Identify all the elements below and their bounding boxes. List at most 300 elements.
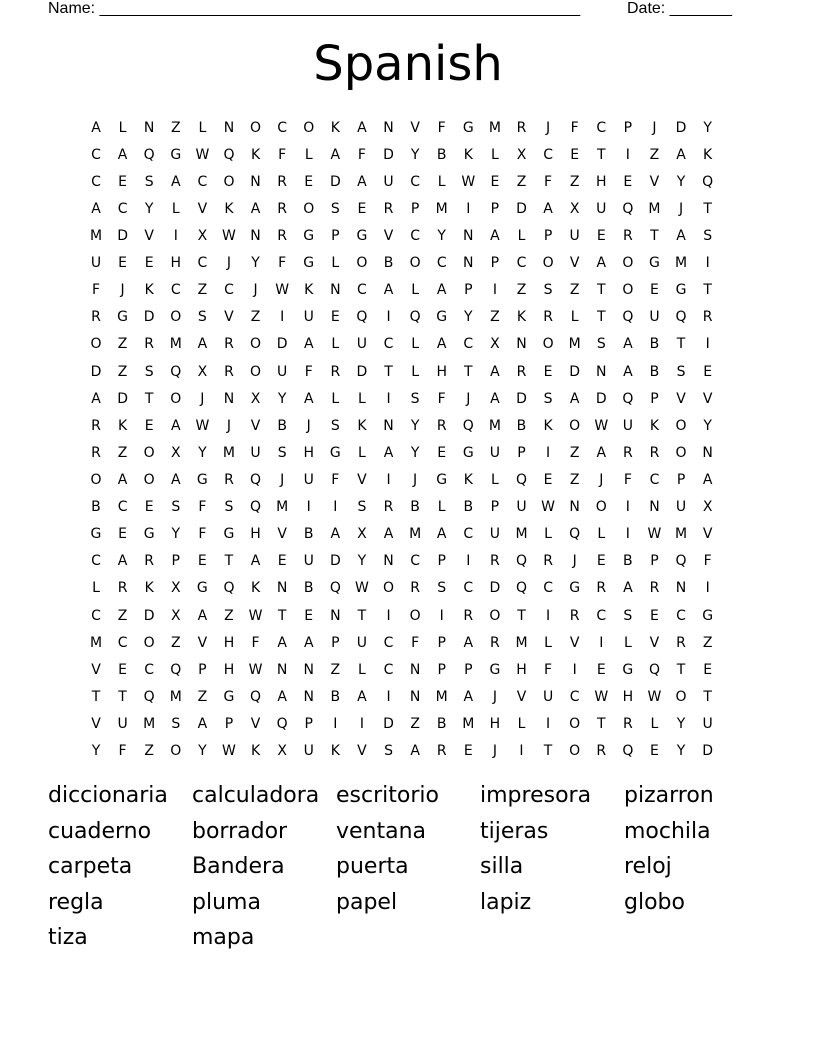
grid-letter[interactable]: K xyxy=(649,417,660,434)
grid-letter[interactable]: R xyxy=(383,200,394,217)
grid-letter[interactable]: M xyxy=(462,715,475,732)
grid-letter[interactable]: H xyxy=(303,444,315,461)
grid-letter[interactable]: V xyxy=(357,471,367,488)
grid-letter[interactable]: V xyxy=(410,119,420,136)
grid-letter[interactable]: L xyxy=(358,444,366,461)
grid-letter[interactable]: J xyxy=(280,471,285,488)
grid-letter[interactable]: D xyxy=(329,173,341,190)
grid-letter[interactable]: R xyxy=(596,580,607,597)
grid-letter[interactable]: S xyxy=(437,580,447,597)
grid-letter[interactable]: P xyxy=(517,444,526,461)
grid-letter[interactable]: K xyxy=(250,743,261,760)
grid-letter[interactable]: I xyxy=(625,499,630,516)
grid-letter[interactable]: F xyxy=(278,146,287,163)
grid-letter[interactable]: Q xyxy=(675,553,687,570)
grid-letter[interactable]: Q xyxy=(143,146,155,163)
grid-letter[interactable]: C xyxy=(543,580,553,597)
grid-letter[interactable]: Y xyxy=(676,715,686,732)
grid-letter[interactable]: A xyxy=(410,743,420,760)
grid-letter[interactable]: J xyxy=(492,688,497,705)
grid-letter[interactable]: J xyxy=(253,282,258,299)
grid-letter[interactable]: F xyxy=(623,471,632,488)
grid-letter[interactable]: A xyxy=(170,471,181,488)
grid-letter[interactable]: I xyxy=(333,715,338,732)
grid-letter[interactable]: E xyxy=(118,173,128,190)
grid-letter[interactable]: F xyxy=(544,661,553,678)
grid-letter[interactable]: Z xyxy=(569,444,580,461)
grid-letter[interactable]: Z xyxy=(117,363,128,380)
grid-letter[interactable]: A xyxy=(676,227,686,244)
grid-letter[interactable]: E xyxy=(703,363,713,380)
grid-letter[interactable]: O xyxy=(90,336,102,353)
grid-letter[interactable]: Z xyxy=(410,715,420,732)
grid-letter[interactable]: U xyxy=(489,526,501,543)
grid-letter[interactable]: G xyxy=(223,688,235,705)
grid-letter[interactable]: R xyxy=(224,363,234,380)
grid-letter[interactable]: K xyxy=(117,417,128,434)
grid-letter[interactable]: A xyxy=(277,634,287,651)
grid-letter[interactable]: U xyxy=(356,336,368,353)
grid-letter[interactable]: Q xyxy=(223,580,235,597)
grid-letter[interactable]: J xyxy=(466,390,471,407)
grid-letter[interactable]: J xyxy=(226,417,232,434)
grid-letter[interactable]: I xyxy=(359,715,364,732)
grid-letter[interactable]: J xyxy=(413,471,418,488)
grid-letter[interactable]: A xyxy=(250,553,261,570)
grid-letter[interactable]: R xyxy=(117,580,128,597)
grid-letter[interactable]: K xyxy=(357,417,367,434)
grid-letter[interactable]: A xyxy=(596,255,607,272)
grid-letter[interactable]: B xyxy=(649,363,660,380)
grid-letter[interactable]: A xyxy=(170,173,181,190)
grid-letter[interactable]: A xyxy=(357,688,367,705)
grid-letter[interactable]: R xyxy=(596,743,607,760)
grid-letter[interactable]: K xyxy=(463,471,473,488)
grid-letter[interactable]: L xyxy=(437,173,446,190)
grid-letter[interactable]: I xyxy=(519,743,524,760)
grid-letter[interactable]: A xyxy=(463,688,474,705)
grid-letter[interactable]: D xyxy=(383,715,394,732)
grid-letter[interactable]: C xyxy=(224,282,234,299)
grid-letter[interactable]: A xyxy=(357,173,367,190)
grid-letter[interactable]: L xyxy=(544,634,552,651)
grid-letter[interactable]: O xyxy=(170,743,182,760)
grid-letter[interactable]: J xyxy=(678,200,684,217)
grid-letter[interactable]: J xyxy=(492,743,497,760)
grid-letter[interactable]: O xyxy=(383,580,395,597)
grid-letter[interactable]: G xyxy=(329,444,341,461)
date-field[interactable]: Date: _______ xyxy=(627,0,732,17)
grid-letter[interactable]: D xyxy=(90,363,102,380)
grid-letter[interactable]: D xyxy=(675,119,687,136)
grid-letter[interactable]: R xyxy=(490,634,500,651)
grid-letter[interactable]: T xyxy=(384,363,393,380)
grid-letter[interactable]: S xyxy=(330,200,340,217)
grid-letter[interactable]: L xyxy=(358,390,366,407)
grid-letter[interactable]: C xyxy=(383,661,394,678)
grid-letter[interactable]: S xyxy=(410,390,420,407)
grid-letter[interactable]: G xyxy=(622,661,634,678)
grid-letter[interactable]: L xyxy=(597,526,606,543)
grid-letter[interactable]: I xyxy=(572,661,577,678)
grid-letter[interactable]: W xyxy=(222,743,236,760)
grid-letter[interactable]: A xyxy=(357,119,367,136)
grid-letter[interactable]: E xyxy=(650,607,659,624)
grid-letter[interactable]: L xyxy=(118,119,127,136)
grid-letter[interactable]: O xyxy=(303,119,315,136)
grid-letter[interactable]: U xyxy=(489,444,501,461)
grid-letter[interactable]: M xyxy=(435,200,448,217)
grid-letter[interactable]: Z xyxy=(117,444,128,461)
grid-letter[interactable]: E xyxy=(197,553,207,570)
grid-letter[interactable]: U xyxy=(596,200,607,217)
grid-letter[interactable]: Q xyxy=(622,200,634,217)
grid-letter[interactable]: O xyxy=(223,173,235,190)
grid-letter[interactable]: E xyxy=(650,743,659,760)
grid-letter[interactable]: F xyxy=(437,119,446,136)
grid-letter[interactable]: J xyxy=(572,553,577,570)
grid-letter[interactable]: U xyxy=(569,227,580,244)
grid-letter[interactable]: A xyxy=(623,363,633,380)
grid-letter[interactable]: Z xyxy=(330,661,341,678)
grid-letter[interactable]: O xyxy=(569,715,581,732)
grid-letter[interactable]: R xyxy=(676,634,686,651)
grid-letter[interactable]: B xyxy=(410,499,420,516)
grid-letter[interactable]: Y xyxy=(703,417,712,434)
grid-letter[interactable]: Q xyxy=(409,309,421,326)
grid-letter[interactable]: I xyxy=(466,553,471,570)
grid-letter[interactable]: R xyxy=(277,200,288,217)
grid-letter[interactable]: S xyxy=(676,363,686,380)
grid-letter[interactable]: Z xyxy=(144,743,154,760)
grid-letter[interactable]: F xyxy=(331,471,340,488)
grid-letter[interactable]: Q xyxy=(170,661,182,678)
grid-letter[interactable]: A xyxy=(117,146,128,163)
grid-letter[interactable]: C xyxy=(197,255,208,272)
grid-letter[interactable]: M xyxy=(515,634,528,651)
grid-letter[interactable]: C xyxy=(596,607,607,624)
grid-letter[interactable]: A xyxy=(91,200,101,217)
grid-letter[interactable]: U xyxy=(250,444,261,461)
grid-letter[interactable]: M xyxy=(89,227,103,244)
grid-letter[interactable]: A xyxy=(383,526,394,543)
grid-letter[interactable]: G xyxy=(117,309,129,326)
grid-letter[interactable]: L xyxy=(490,471,499,488)
grid-letter[interactable]: C xyxy=(117,200,128,217)
grid-letter[interactable]: O xyxy=(542,255,554,272)
grid-letter[interactable]: Y xyxy=(410,417,420,434)
grid-letter[interactable]: I xyxy=(625,526,630,543)
grid-letter[interactable]: U xyxy=(90,255,102,272)
grid-letter[interactable]: R xyxy=(410,580,420,597)
grid-letter[interactable]: B xyxy=(303,580,314,597)
grid-letter[interactable]: W xyxy=(195,417,210,434)
grid-letter[interactable]: A xyxy=(250,200,261,217)
grid-letter[interactable]: C xyxy=(569,688,580,705)
grid-letter[interactable]: O xyxy=(675,444,687,461)
grid-letter[interactable]: L xyxy=(544,526,552,543)
name-field[interactable]: Name: ______________________________________________________ xyxy=(48,0,581,17)
grid-letter[interactable]: F xyxy=(91,282,101,299)
grid-letter[interactable]: Y xyxy=(437,227,446,244)
grid-letter[interactable]: E xyxy=(118,661,128,678)
grid-letter[interactable]: R xyxy=(516,363,527,380)
grid-letter[interactable]: Q xyxy=(356,309,368,326)
grid-letter[interactable]: W xyxy=(355,580,369,597)
grid-letter[interactable]: Y xyxy=(198,444,207,461)
grid-letter[interactable]: S xyxy=(703,227,713,244)
grid-letter[interactable]: R xyxy=(91,417,101,434)
grid-letter[interactable]: W xyxy=(248,607,263,624)
grid-letter[interactable]: V xyxy=(144,227,154,244)
grid-letter[interactable]: O xyxy=(303,200,315,217)
grid-letter[interactable]: L xyxy=(570,309,579,326)
grid-letter[interactable]: Y xyxy=(198,743,207,760)
grid-letter[interactable]: V xyxy=(516,688,527,705)
grid-letter[interactable]: D xyxy=(516,200,527,217)
grid-letter[interactable]: N xyxy=(250,227,261,244)
grid-letter[interactable]: A xyxy=(91,390,101,407)
grid-letter[interactable]: O xyxy=(250,363,262,380)
grid-letter[interactable]: W xyxy=(541,499,556,516)
grid-letter[interactable]: G xyxy=(356,227,368,244)
grid-letter[interactable]: B xyxy=(436,715,447,732)
grid-letter[interactable]: T xyxy=(464,363,473,380)
grid-letter[interactable]: J xyxy=(226,255,232,272)
grid-letter[interactable]: P xyxy=(464,661,473,678)
grid-letter[interactable]: G xyxy=(702,607,714,624)
grid-letter[interactable]: Y xyxy=(410,146,420,163)
grid-letter[interactable]: I xyxy=(705,255,710,272)
grid-letter[interactable]: V xyxy=(277,526,287,543)
grid-letter[interactable]: U xyxy=(542,688,554,705)
grid-letter[interactable]: T xyxy=(357,607,367,624)
grid-letter[interactable]: C xyxy=(91,173,101,190)
grid-letter[interactable]: Q xyxy=(250,499,262,516)
grid-letter[interactable]: A xyxy=(702,471,713,488)
grid-letter[interactable]: Q xyxy=(223,146,235,163)
grid-letter[interactable]: P xyxy=(304,715,313,732)
grid-letter[interactable]: Q xyxy=(276,715,288,732)
grid-letter[interactable]: T xyxy=(703,688,712,705)
grid-letter[interactable]: J xyxy=(599,471,604,488)
grid-letter[interactable]: V xyxy=(569,255,580,272)
grid-letter[interactable]: A xyxy=(330,146,341,163)
grid-letter[interactable]: O xyxy=(675,688,687,705)
grid-letter[interactable]: J xyxy=(306,417,311,434)
grid-letter[interactable]: C xyxy=(117,634,128,651)
grid-letter[interactable]: D xyxy=(117,227,128,244)
grid-letter[interactable]: D xyxy=(276,336,288,353)
grid-letter[interactable]: V xyxy=(649,634,660,651)
grid-letter[interactable]: R xyxy=(436,743,447,760)
grid-letter[interactable]: T xyxy=(224,553,234,570)
grid-letter[interactable]: Q xyxy=(675,309,687,326)
grid-letter[interactable]: L xyxy=(171,200,180,217)
grid-letter[interactable]: W xyxy=(647,526,662,543)
grid-letter[interactable]: D xyxy=(489,580,501,597)
grid-letter[interactable]: A xyxy=(623,336,633,353)
grid-letter[interactable]: D xyxy=(595,390,607,407)
grid-letter[interactable]: L xyxy=(331,255,340,272)
grid-letter[interactable]: K xyxy=(250,146,261,163)
grid-letter[interactable]: O xyxy=(542,336,554,353)
grid-letter[interactable]: G xyxy=(90,526,102,543)
grid-letter[interactable]: X xyxy=(250,390,261,407)
grid-letter[interactable]: P xyxy=(331,227,340,244)
grid-letter[interactable]: O xyxy=(569,417,581,434)
grid-letter[interactable]: N xyxy=(675,580,687,597)
grid-letter[interactable]: N xyxy=(463,227,474,244)
grid-letter[interactable]: H xyxy=(489,715,501,732)
grid-letter[interactable]: R xyxy=(622,715,633,732)
grid-letter[interactable]: V xyxy=(91,715,101,732)
grid-letter[interactable]: E xyxy=(304,607,314,624)
grid-letter[interactable]: X xyxy=(277,743,287,760)
grid-letter[interactable]: R xyxy=(516,119,527,136)
grid-letter[interactable]: P xyxy=(331,634,340,651)
grid-letter[interactable]: R xyxy=(383,499,394,516)
grid-letter[interactable]: W xyxy=(222,227,236,244)
grid-letter[interactable]: U xyxy=(516,499,527,516)
grid-letter[interactable]: D xyxy=(117,390,128,407)
grid-letter[interactable]: U xyxy=(303,471,314,488)
grid-letter[interactable]: I xyxy=(333,499,338,516)
grid-letter[interactable]: E xyxy=(596,661,606,678)
grid-letter[interactable]: F xyxy=(198,526,207,543)
grid-letter[interactable]: S xyxy=(144,363,154,380)
grid-letter[interactable]: K xyxy=(543,417,553,434)
grid-letter[interactable]: T xyxy=(703,282,712,299)
grid-letter[interactable]: M xyxy=(568,336,581,353)
grid-letter[interactable]: E xyxy=(144,417,154,434)
grid-letter[interactable]: O xyxy=(170,309,182,326)
grid-letter[interactable]: D xyxy=(569,363,581,380)
grid-letter[interactable]: U xyxy=(383,173,394,190)
grid-letter[interactable]: T xyxy=(144,390,154,407)
grid-letter[interactable]: S xyxy=(197,309,207,326)
grid-letter[interactable]: X xyxy=(702,499,713,516)
grid-letter[interactable]: I xyxy=(705,336,710,353)
grid-letter[interactable]: V xyxy=(250,417,261,434)
grid-letter[interactable]: M xyxy=(648,200,661,217)
grid-letter[interactable]: C xyxy=(676,607,686,624)
grid-letter[interactable]: O xyxy=(409,607,421,624)
grid-letter[interactable]: E xyxy=(596,553,606,570)
grid-letter[interactable]: Q xyxy=(569,526,581,543)
grid-letter[interactable]: I xyxy=(599,634,604,651)
grid-letter[interactable]: Z xyxy=(516,282,527,299)
grid-letter[interactable]: L xyxy=(198,119,207,136)
grid-letter[interactable]: C xyxy=(117,499,128,516)
grid-letter[interactable]: E xyxy=(650,282,659,299)
grid-letter[interactable]: C xyxy=(516,255,527,272)
grid-letter[interactable]: Q xyxy=(622,390,634,407)
grid-letter[interactable]: N xyxy=(569,499,580,516)
grid-letter[interactable]: A xyxy=(383,444,394,461)
grid-letter[interactable]: N xyxy=(330,607,341,624)
grid-letter[interactable]: S xyxy=(623,607,633,624)
grid-letter[interactable]: C xyxy=(436,255,447,272)
grid-letter[interactable]: N xyxy=(303,688,314,705)
grid-letter[interactable]: Z xyxy=(649,146,660,163)
grid-letter[interactable]: P xyxy=(437,553,446,570)
grid-letter[interactable]: H xyxy=(170,255,182,272)
grid-letter[interactable]: O xyxy=(250,336,262,353)
grid-letter[interactable]: L xyxy=(411,363,420,380)
grid-letter[interactable]: M xyxy=(276,499,289,516)
grid-letter[interactable]: C xyxy=(463,336,474,353)
grid-letter[interactable]: M xyxy=(222,444,236,461)
grid-letter[interactable]: Z xyxy=(569,471,580,488)
grid-letter[interactable]: H xyxy=(596,173,607,190)
grid-letter[interactable]: L xyxy=(650,715,659,732)
grid-letter[interactable]: T xyxy=(596,282,606,299)
grid-letter[interactable]: P xyxy=(490,255,500,272)
grid-letter[interactable]: T xyxy=(596,309,606,326)
grid-letter[interactable]: F xyxy=(304,363,313,380)
grid-letter[interactable]: C xyxy=(383,336,394,353)
grid-letter[interactable]: R xyxy=(649,444,660,461)
grid-letter[interactable]: S xyxy=(277,444,287,461)
grid-letter[interactable]: A xyxy=(330,526,341,543)
grid-letter[interactable]: A xyxy=(436,282,447,299)
grid-letter[interactable]: E xyxy=(596,227,606,244)
grid-letter[interactable]: O xyxy=(250,119,262,136)
grid-letter[interactable]: N xyxy=(383,119,394,136)
grid-letter[interactable]: H xyxy=(250,526,261,543)
grid-letter[interactable]: Z xyxy=(569,282,580,299)
grid-letter[interactable]: C xyxy=(410,173,421,190)
grid-letter[interactable]: P xyxy=(676,471,686,488)
grid-letter[interactable]: I xyxy=(546,715,551,732)
grid-letter[interactable]: I xyxy=(173,227,178,244)
grid-letter[interactable]: Y xyxy=(464,309,473,326)
grid-letter[interactable]: E xyxy=(357,200,367,217)
grid-letter[interactable]: K xyxy=(463,146,473,163)
grid-letter[interactable]: N xyxy=(409,661,421,678)
grid-letter[interactable]: Q xyxy=(462,417,474,434)
grid-letter[interactable]: H xyxy=(436,363,447,380)
grid-letter[interactable]: N xyxy=(596,363,607,380)
grid-letter[interactable]: D xyxy=(329,553,341,570)
grid-letter[interactable]: V xyxy=(383,227,394,244)
grid-letter[interactable]: C xyxy=(170,282,181,299)
grid-letter[interactable]: M xyxy=(488,417,501,434)
grid-letter[interactable]: Y xyxy=(410,444,420,461)
grid-letter[interactable]: E xyxy=(703,661,713,678)
grid-letter[interactable]: I xyxy=(625,146,630,163)
grid-letter[interactable]: J xyxy=(546,119,551,136)
grid-letter[interactable]: T xyxy=(91,688,101,705)
grid-letter[interactable]: G xyxy=(649,255,660,272)
grid-letter[interactable]: E xyxy=(144,255,154,272)
grid-letter[interactable]: D xyxy=(143,607,155,624)
grid-letter[interactable]: X xyxy=(197,227,208,244)
grid-letter[interactable]: R xyxy=(649,580,660,597)
grid-letter[interactable]: B xyxy=(383,255,394,272)
grid-letter[interactable]: Q xyxy=(170,363,182,380)
grid-letter[interactable]: A xyxy=(197,607,208,624)
grid-letter[interactable]: U xyxy=(675,499,687,516)
grid-letter[interactable]: Y xyxy=(703,119,712,136)
grid-letter[interactable]: L xyxy=(92,580,100,597)
grid-letter[interactable]: C xyxy=(596,119,607,136)
grid-letter[interactable]: S xyxy=(330,417,340,434)
grid-letter[interactable]: N xyxy=(223,390,235,407)
grid-letter[interactable]: W xyxy=(195,146,210,163)
grid-letter[interactable]: N xyxy=(516,336,527,353)
